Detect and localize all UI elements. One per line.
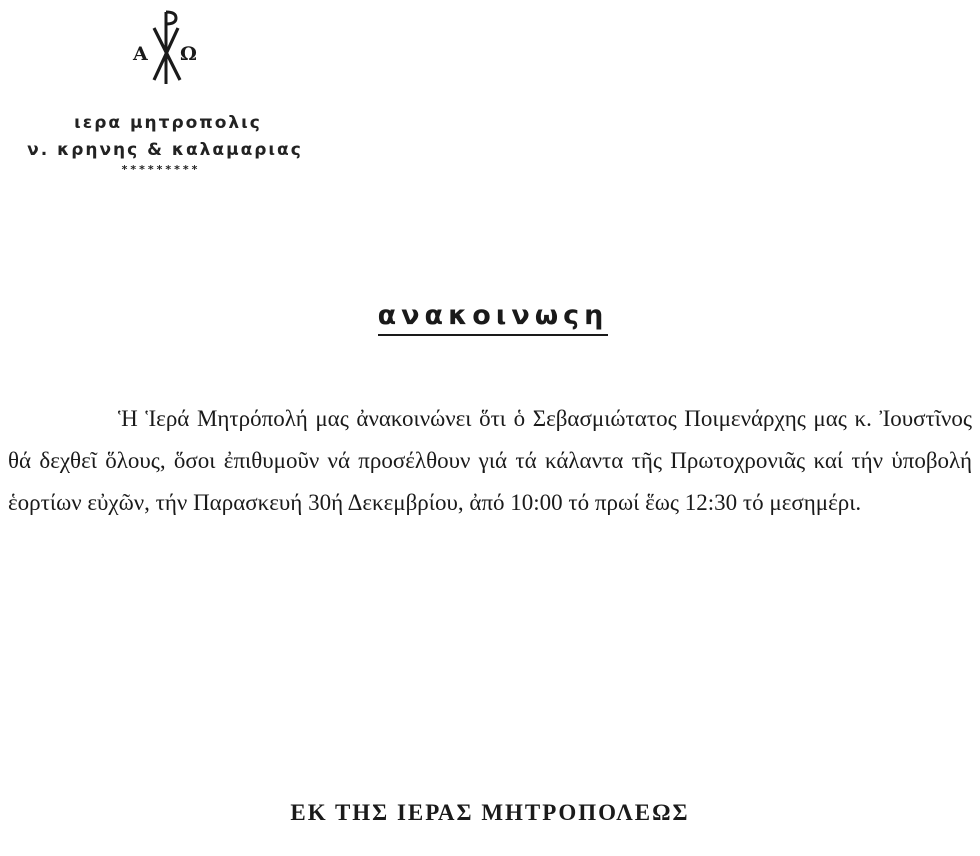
- omega-letter: Ω: [180, 43, 197, 65]
- letterhead-line-1: ιερα μητροπολις: [74, 113, 262, 133]
- chi-rho-alpha-omega-icon: [128, 8, 200, 90]
- alpha-letter: Α: [133, 43, 148, 65]
- letterhead-stars: *********: [121, 163, 201, 176]
- announcement-title: ανακοινωςη: [378, 300, 609, 336]
- announcement-body: Ἡ Ἱερά Μητρόπολή μας ἀνακοινώνει ὅτι ὁ Σεβασμιώτατος Ποιμενάρχης μας κ. Ἰουστῖνος θά δεχθεῖ ὅλους, ὅσοι ἐπιθυμοῦν νά προσέλθουν γιά τά κάλαντα τῆς Πρωτοχρονιᾶς καί τήν ὑποβολή ἑορτίων εὐχῶν, τήν Παρασκευή 30ή Δεκεμβρίου, ἀπό 10:00 τό πρωί ἕως 12:30 τό μεσημέρι.: [8, 406, 972, 515]
- letterhead-line-2: ν. κρηνης & καλαμαριας: [27, 140, 303, 160]
- letterhead: [0, 112, 330, 176]
- announcement-title-block: [0, 300, 980, 336]
- signature: ΕΚ ΤΗΣ ΙΕΡΑΣ ΜΗΤΡΟΠΟΛΕΩΣ: [290, 800, 690, 825]
